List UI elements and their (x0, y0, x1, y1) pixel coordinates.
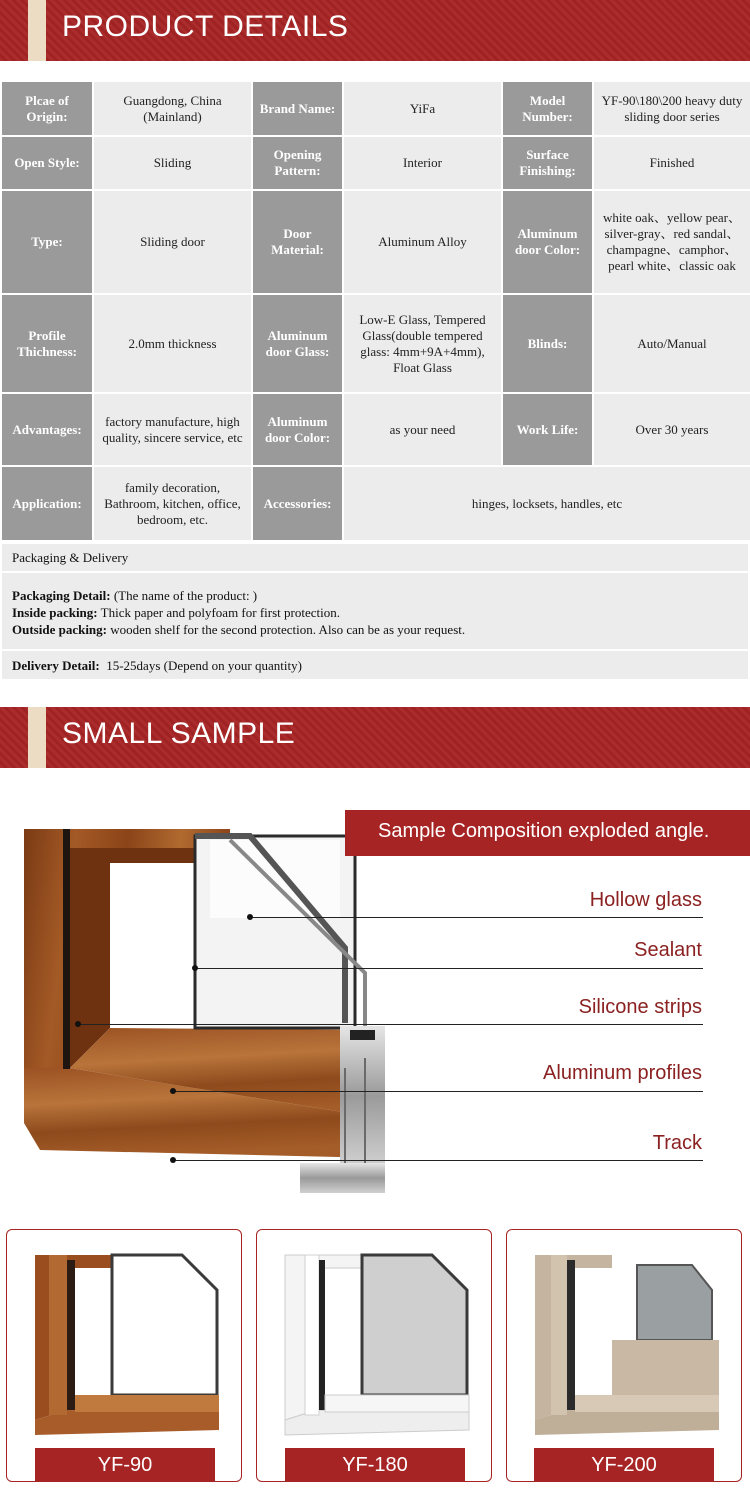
leader-dot (192, 965, 198, 971)
leader-dot (75, 1021, 81, 1027)
small-sample-title: SMALL SAMPLE (62, 717, 296, 750)
product-details-banner (0, 0, 750, 61)
glass-highlight (210, 840, 340, 918)
sample-caption-yf-180: YF-180 (285, 1448, 465, 1482)
sample-card-yf-90[interactable] (6, 1229, 242, 1482)
inside-packing-value: Thick paper and polyfoam for first protection. (100, 605, 340, 620)
spec-label: Open Style: (2, 137, 92, 189)
spec-value: Sliding door (94, 191, 251, 293)
spec-value: Finished (594, 137, 750, 189)
track-profile (300, 1163, 385, 1193)
table-row (2, 295, 750, 392)
spec-table (0, 80, 750, 542)
spec-value: Low-E Glass, Tempered Glass(double tempered glass: 4mm+9A+4mm), Float Glass (344, 295, 501, 392)
part-label-silicone-strips: Silicone strips (578, 996, 702, 1018)
sample-card-yf-180[interactable] (256, 1229, 492, 1482)
leader-dot (170, 1088, 176, 1094)
spec-value: Interior (344, 137, 501, 189)
silicone-strip (350, 1030, 375, 1040)
part-label-sealant: Sealant (634, 939, 702, 961)
packaging-detail-label: Packaging Detail: (12, 588, 111, 603)
spec-value: Aluminum Alloy (344, 191, 501, 293)
divider (2, 571, 748, 573)
leader-line (195, 968, 703, 969)
sample-caption-yf-90: YF-90 (35, 1448, 215, 1482)
banner-accent-bar (28, 707, 46, 768)
leader-line (173, 1160, 703, 1161)
packaging-section (2, 544, 748, 679)
spec-label: Door Material: (253, 191, 342, 293)
sample-image-wood (7, 1230, 242, 1482)
spec-value: Sliding (94, 137, 251, 189)
divider (2, 649, 748, 651)
composition-title: Sample Composition exploded angle. (378, 820, 710, 842)
leader-dot (247, 914, 253, 920)
delivery-detail-label: Delivery Detail: (12, 658, 100, 673)
table-row (2, 467, 750, 540)
spec-label: Accessories: (253, 467, 342, 540)
spec-value: family decoration, Bathroom, kitchen, office, bedroom, etc. (94, 467, 251, 540)
aluminum-profile (340, 1026, 385, 1166)
spec-label: Plcae of Origin: (2, 82, 92, 135)
small-sample-banner (0, 707, 750, 768)
spec-label: Blinds: (503, 295, 592, 392)
inside-packing-label: Inside packing: (12, 605, 98, 620)
spec-value: Over 30 years (594, 394, 750, 465)
spec-label: Surface Finishing: (503, 137, 592, 189)
spec-value: as your need (344, 394, 501, 465)
part-label-aluminum-profiles: Aluminum profiles (543, 1062, 702, 1084)
packaging-header: Packaging & Delivery (12, 550, 129, 565)
product-details-title: PRODUCT DETAILS (62, 10, 349, 43)
leader-dot (170, 1157, 176, 1163)
spec-label: Type: (2, 191, 92, 293)
spec-label: Model Number: (503, 82, 592, 135)
spec-value: factory manufacture, high quality, sincere service, etc (94, 394, 251, 465)
spec-label: Aluminum door Color: (503, 191, 592, 293)
sample-image-white (257, 1230, 492, 1482)
leader-line (173, 1091, 703, 1092)
spec-value: Guangdong, China (Mainland) (94, 82, 251, 135)
table-row (2, 394, 750, 465)
part-label-hollow-glass: Hollow glass (589, 889, 702, 911)
sample-card-yf-200[interactable] (506, 1229, 742, 1482)
spec-label: Application: (2, 467, 92, 540)
gasket-strip (63, 829, 70, 1069)
sample-caption-yf-200: YF-200 (534, 1448, 714, 1482)
delivery-line (12, 658, 302, 674)
banner-accent-bar (28, 0, 46, 61)
leader-line (78, 1024, 703, 1025)
leader-line (250, 917, 703, 918)
delivery-detail-value: 15-25days (Depend on your quantity) (106, 658, 302, 673)
composition-banner (345, 810, 750, 856)
spec-label: Profile Thichness: (2, 295, 92, 392)
spec-label: Advantages: (2, 394, 92, 465)
spec-value: Auto/Manual (594, 295, 750, 392)
spec-label: Opening Pattern: (253, 137, 342, 189)
spec-label: Work Life: (503, 394, 592, 465)
table-row (2, 191, 750, 293)
spec-value: YiFa (344, 82, 501, 135)
spec-label: Aluminum door Color: (253, 394, 342, 465)
spec-label: Brand Name: (253, 82, 342, 135)
spec-value: YF-90\180\200 heavy duty sliding door series (594, 82, 750, 135)
table-row (2, 137, 750, 189)
outside-packing-label: Outside packing: (12, 622, 107, 637)
table-row (2, 82, 750, 135)
packaging-detail-value: (The name of the product: ) (113, 588, 258, 603)
packaging-lines (12, 587, 465, 638)
outside-packing-value: wooden shelf for the second protection. Also can be as your request. (110, 622, 466, 637)
sample-image-champagne (507, 1230, 742, 1482)
part-label-track: Track (652, 1132, 702, 1154)
spec-value: 2.0mm thickness (94, 295, 251, 392)
spec-label: Aluminum door Glass: (253, 295, 342, 392)
spec-value: hinges, locksets, handles, etc (344, 467, 750, 540)
spec-value: white oak、yellow pear、silver-gray、red sandal、champagne、camphor、pearl white、classic oak (594, 191, 750, 293)
